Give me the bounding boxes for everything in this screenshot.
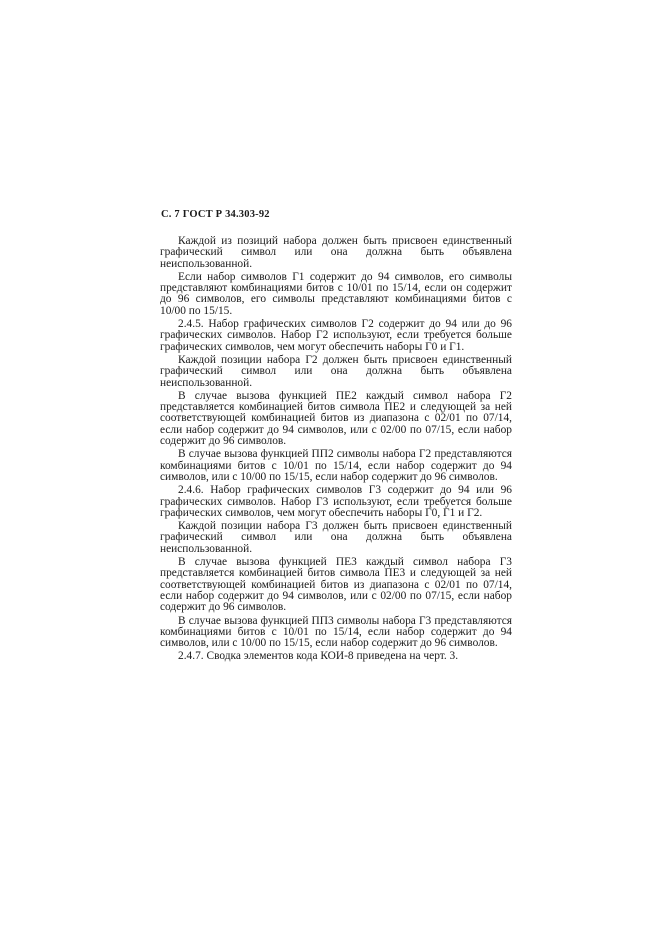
paragraph-4: Каждой позиции набора Г2 должен быть присвоен единственный графический символ или она должна быть объявлена неиспользованной.: [160, 353, 512, 389]
page-header: С. 7 ГОСТ Р 34.303-92: [161, 209, 270, 220]
paragraph-9: В случае вызова функцией ПЕ3 каждый символ набора Г3 представляется комбинацией битов символа ПЕ3 и следующей за ней соответствующей комбинацией битов из диапазона с 02/01 по 07/14, если набор содержит до 94 символов, или с 02/00 по 07/15, если набор содержит до 96 символов.: [160, 556, 512, 614]
paragraph-2: Если набор символов Г1 содержит до 94 символов, его символы представляют комбинациями битов с 10/01 по 15/14, если он содержит до 96 символов, его символы представляют комбинациями битов с 10/00 по 15/15.: [160, 270, 512, 317]
paragraph-5: В случае вызова функцией ПЕ2 каждый символ набора Г2 представляется комбинацией битов символа ПЕ2 и следующей за ней соответствующей комбинацией битов из диапазона с 02/01 по 07/14, если набор содержит до 94 символов, или с 02/00 по 07/15, если набор содержит до 96 символов.: [160, 389, 512, 448]
paragraph-10: В случае вызова функцией ПП3 символы набора Г3 представляются комбинациями битов с 10/01 по 15/14, если набор содержит до 94 символов, или с 10/00 по 15/15, если набор содержит до 96 символов.: [160, 614, 512, 650]
paragraph-11: 2.4.7. Сводка элементов кода КОИ-8 приведена на черт. 3.: [178, 650, 459, 663]
paragraph-1: Каждой из позиций набора должен быть присвоен единственный графический символ или она должна быть объявлена неиспользованной.: [160, 235, 512, 270]
document-body: [160, 236, 512, 665]
paragraph-3: 2.4.5. Набор графических символов Г2 содержит до 94 или до 96 графических символов. Набор Г2 используют, если требуется больше графических символов, чем могут обеспечить наборы Г0 и Г1.: [160, 318, 512, 353]
paragraph-7: 2.4.6. Набор графических символов Г3 содержит до 94 или 96 графических символов. Набор Г3 используют, если требуется больше графических символов, чем могут обеспечить наборы Г0, Г1 и Г2.: [160, 484, 512, 519]
paragraph-6: В случае вызова функцией ПП2 символы набора Г2 представляются комбинациями битов с 10/01 по 15/14, если набор содержит до 94 символов, или с 10/00 по 15/15, если набор содержит до 96 символов.: [160, 448, 512, 483]
paragraph-8: Каждой позиции набора Г3 должен быть присвоен единственный графический символ или она должна быть объявлена неиспользованной.: [160, 520, 512, 555]
